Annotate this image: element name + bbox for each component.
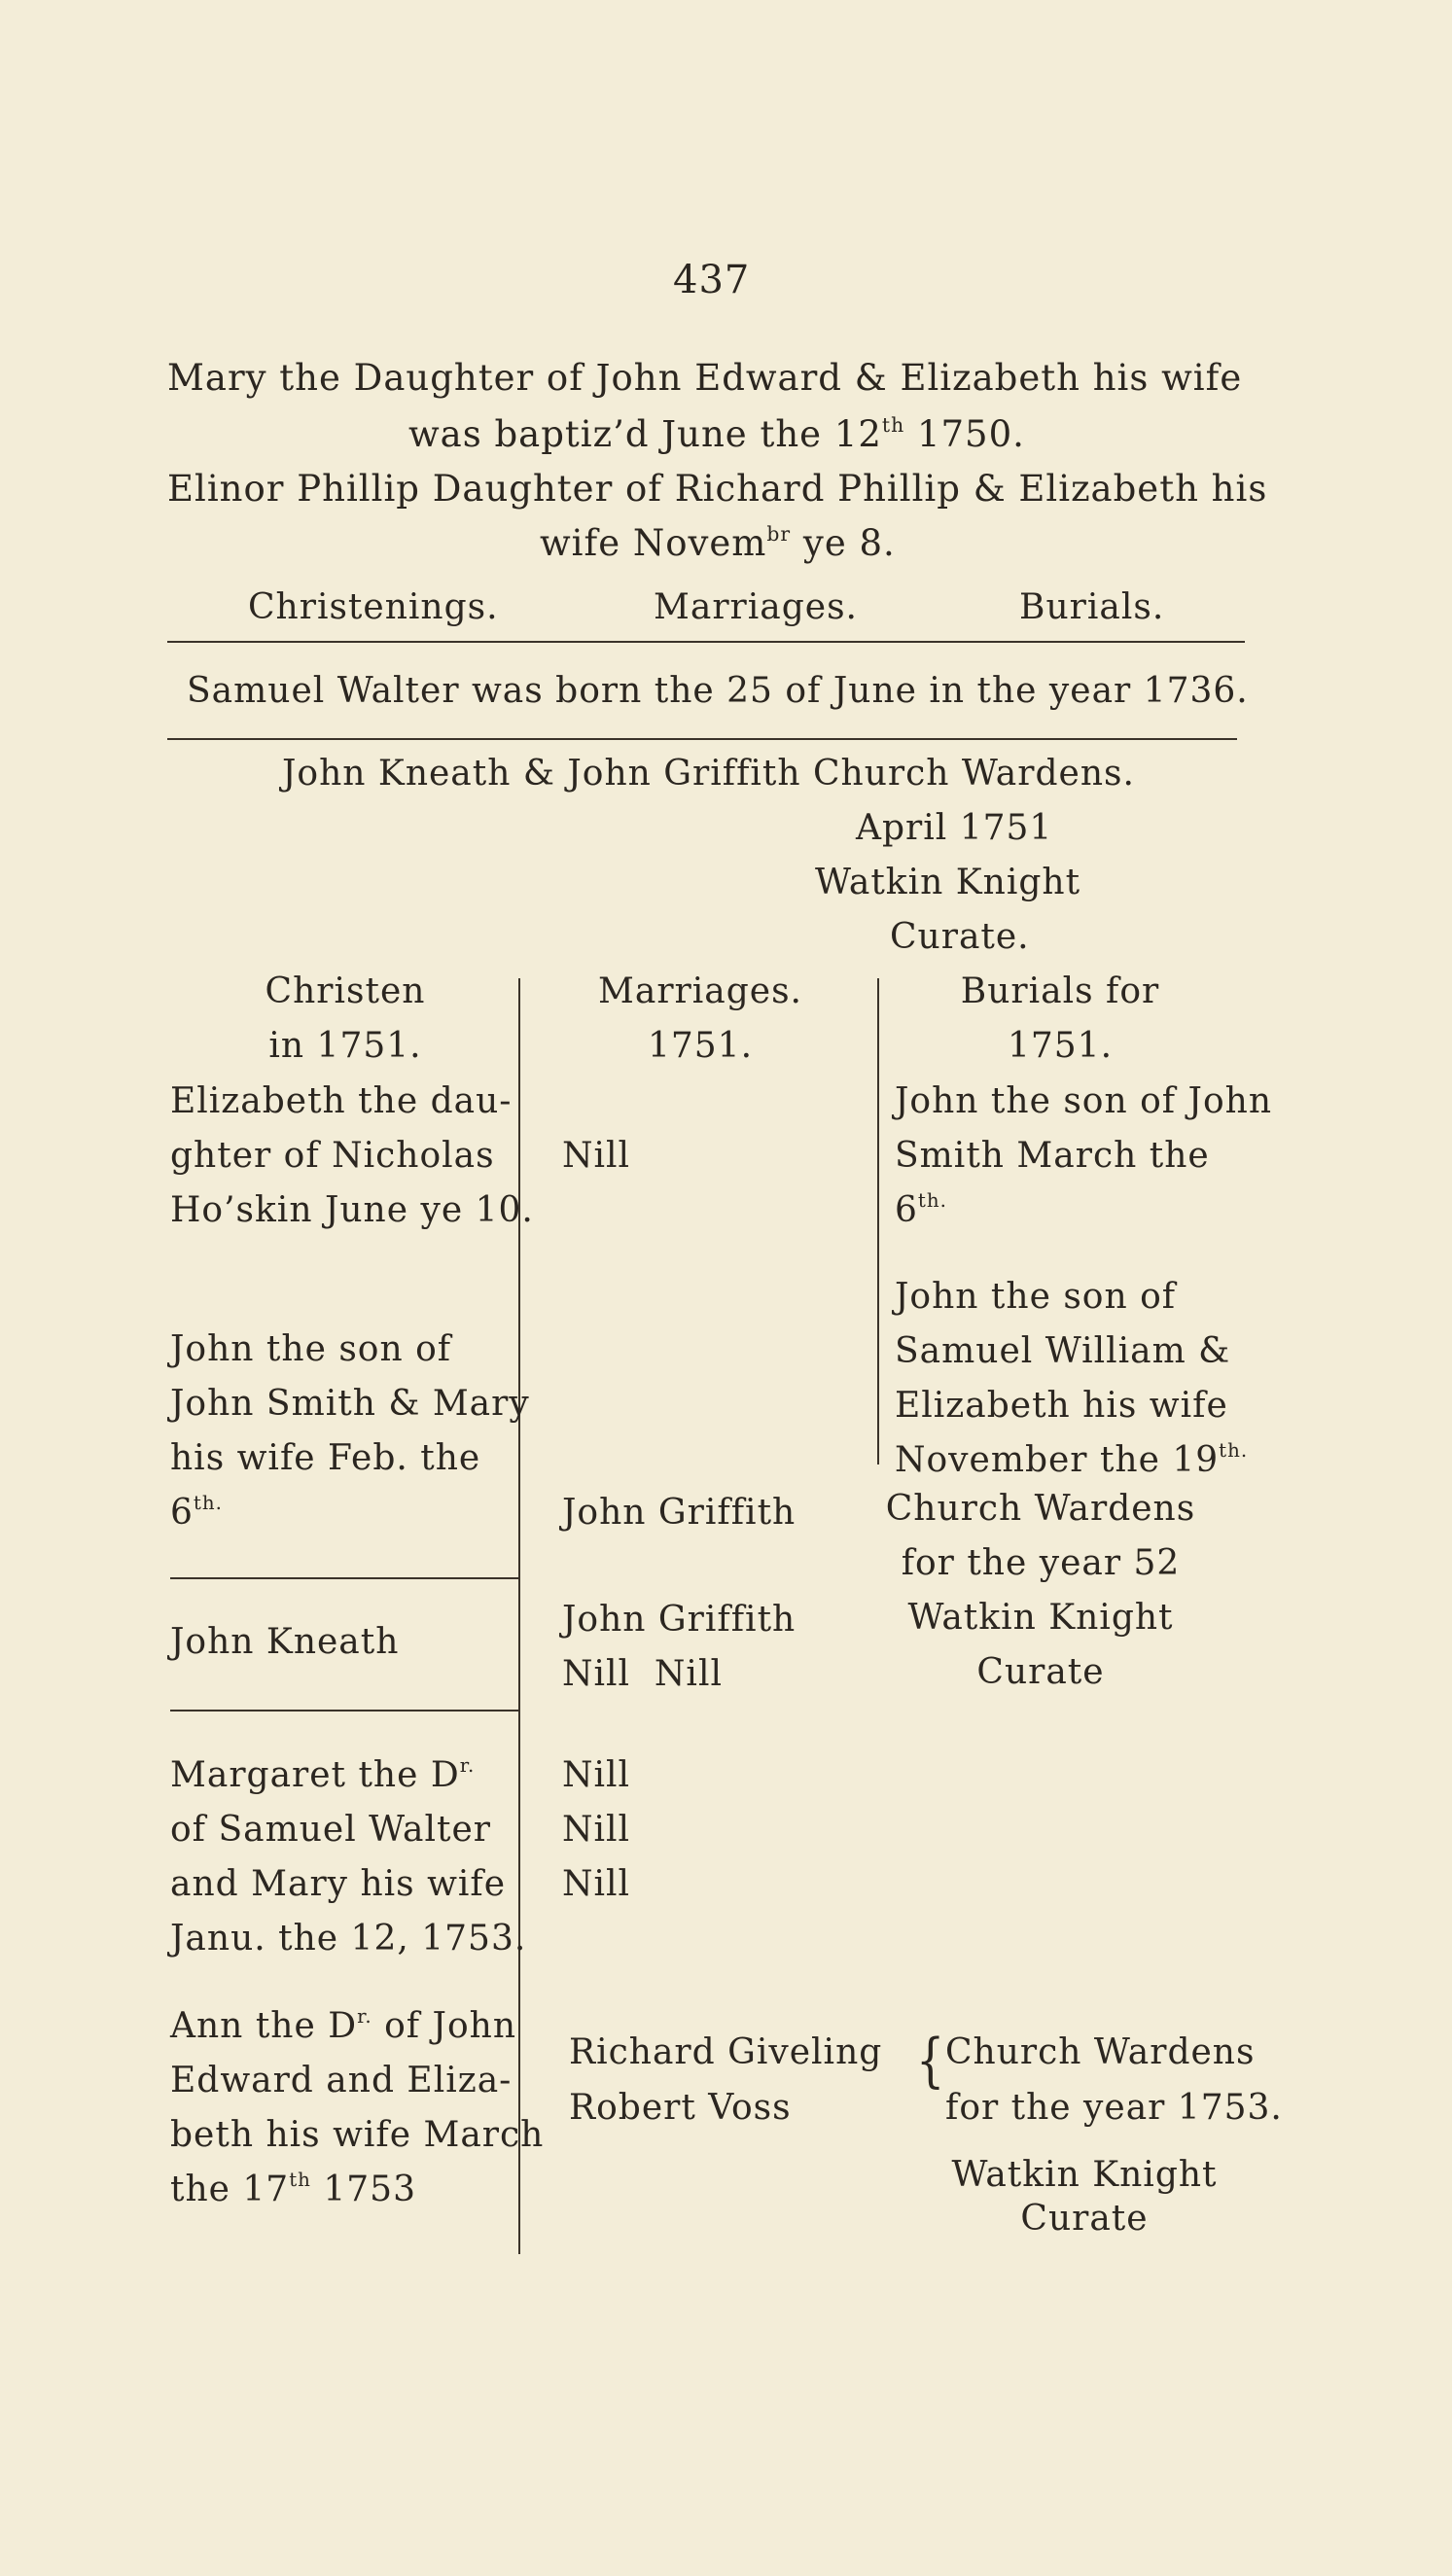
curate-1751-title: Curate. (890, 917, 1030, 957)
year-52-marriages-2: Nill Nill (562, 1654, 723, 1694)
burials-1751-a1: John the son of John (895, 1081, 1273, 1121)
burials-1751-a3: $6^{th.}$ (895, 1189, 947, 1230)
page-number: 437 (673, 258, 751, 302)
rule-second (167, 738, 1237, 740)
rule-top (167, 641, 1245, 643)
col-burials-2: 1751. (1007, 1026, 1114, 1066)
wardens-1753-name1: Richard Giveling (569, 2032, 883, 2072)
entry-line-2: was baptiz’d June the 12th 1750. (408, 412, 1025, 455)
heading-christenings: Christenings. (248, 587, 499, 627)
wardens-52-line3: Watkin Knight (907, 1598, 1174, 1638)
christ-1751-a3: Ho’skin June ye 10. (170, 1190, 534, 1230)
christ-1751-b4: $6^{th.}$ (170, 1492, 223, 1533)
curate-1751-date: April 1751 (856, 808, 1053, 848)
christ-1753-b2: Edward and Eliza- (170, 2061, 513, 2100)
wardens-1753-name2: Robert Voss (569, 2088, 792, 2128)
christ-1753-b1: Ann the $D^{r.}$ of John (170, 2005, 517, 2046)
entry-line-4: wife Novem$^{br}$ ye 8. (540, 521, 896, 564)
column-rule-right (877, 978, 879, 1464)
wardens-1753-line1: Church Wardens (945, 2032, 1256, 2072)
christ-1753-a2: of Samuel Walter (170, 1810, 491, 1850)
col-burials-1: Burials for (960, 971, 1160, 1011)
wardens-1751: John Kneath & John Griffith Church Wardens. (282, 754, 1135, 794)
wardens-1753-title: Curate (1020, 2199, 1149, 2239)
wardens-52-line2: for the year 52 (901, 1543, 1181, 1583)
nill-1: Nill (562, 1755, 631, 1795)
col-christen-2: in 1751. (268, 1026, 422, 1066)
entry-line-3: Elinor Phillip Daughter of Richard Phillip & Elizabeth his (167, 468, 1268, 510)
christ-1753-a3: and Mary his wife (170, 1864, 507, 1904)
wardens-52-line4: Curate (976, 1652, 1105, 1692)
year-52-christ: John Kneath (170, 1622, 400, 1662)
year-52-marriages-1: John Griffith (562, 1600, 797, 1640)
column-rule-left (518, 978, 520, 2254)
burials-1751-b3: Elizabeth his wife (895, 1386, 1228, 1426)
col-christen-1: Christen (265, 971, 426, 1011)
marriages-1751-nill: Nill (562, 1136, 631, 1176)
nill-2: Nill (562, 1810, 631, 1850)
christ-1751-a2: ghter of Nicholas (170, 1136, 495, 1176)
burials-1751-a2: Smith March the (895, 1136, 1210, 1176)
christ-1753-b3: beth his wife March (170, 2115, 545, 2155)
col-marriages-1: Marriages. (598, 971, 802, 1011)
burials-1751-b1: John the son of (895, 1277, 1177, 1317)
burials-1751-b4: November the $19^{th.}$ (895, 1439, 1249, 1480)
christ-1751-b1: John the son of (170, 1329, 452, 1369)
rule-christen-52-bottom (170, 1710, 518, 1711)
col-marriages-2: 1751. (647, 1026, 754, 1066)
wardens-1753-line2: for the year 1753. (945, 2088, 1283, 2128)
burials-1751-b2: Samuel William & (895, 1331, 1231, 1371)
christ-1751-b3: his wife Feb. the (170, 1438, 481, 1478)
nill-3: Nill (562, 1864, 631, 1904)
christ-1751-b2: John Smith & Mary (170, 1384, 530, 1424)
heading-marriages: Marriages. (654, 587, 858, 627)
christ-1753-a4: Janu. the 12, 1753. (170, 1919, 527, 1958)
marriages-1751-warden: John Griffith (562, 1493, 797, 1533)
rule-christen-52-top (170, 1577, 518, 1579)
brace-icon: { (916, 2025, 945, 2095)
entry-line-1: Mary the Daughter of John Edward & Elizabeth his wife (167, 357, 1243, 399)
heading-burials: Burials. (1019, 587, 1165, 627)
christ-1753-a1: Margaret the $D^{r.}$ (170, 1754, 476, 1795)
wardens-1753-curate: Watkin Knight (951, 2155, 1218, 2195)
samuel-walter-entry: Samuel Walter was born the 25 of June in the year 1736. (187, 671, 1249, 711)
christ-1753-b4: the 17th 1753 (170, 2169, 416, 2209)
christ-1751-a1: Elizabeth the dau- (170, 1081, 513, 1121)
curate-1751-name: Watkin Knight (815, 863, 1081, 902)
wardens-52-line1: Church Wardens (885, 1489, 1196, 1529)
